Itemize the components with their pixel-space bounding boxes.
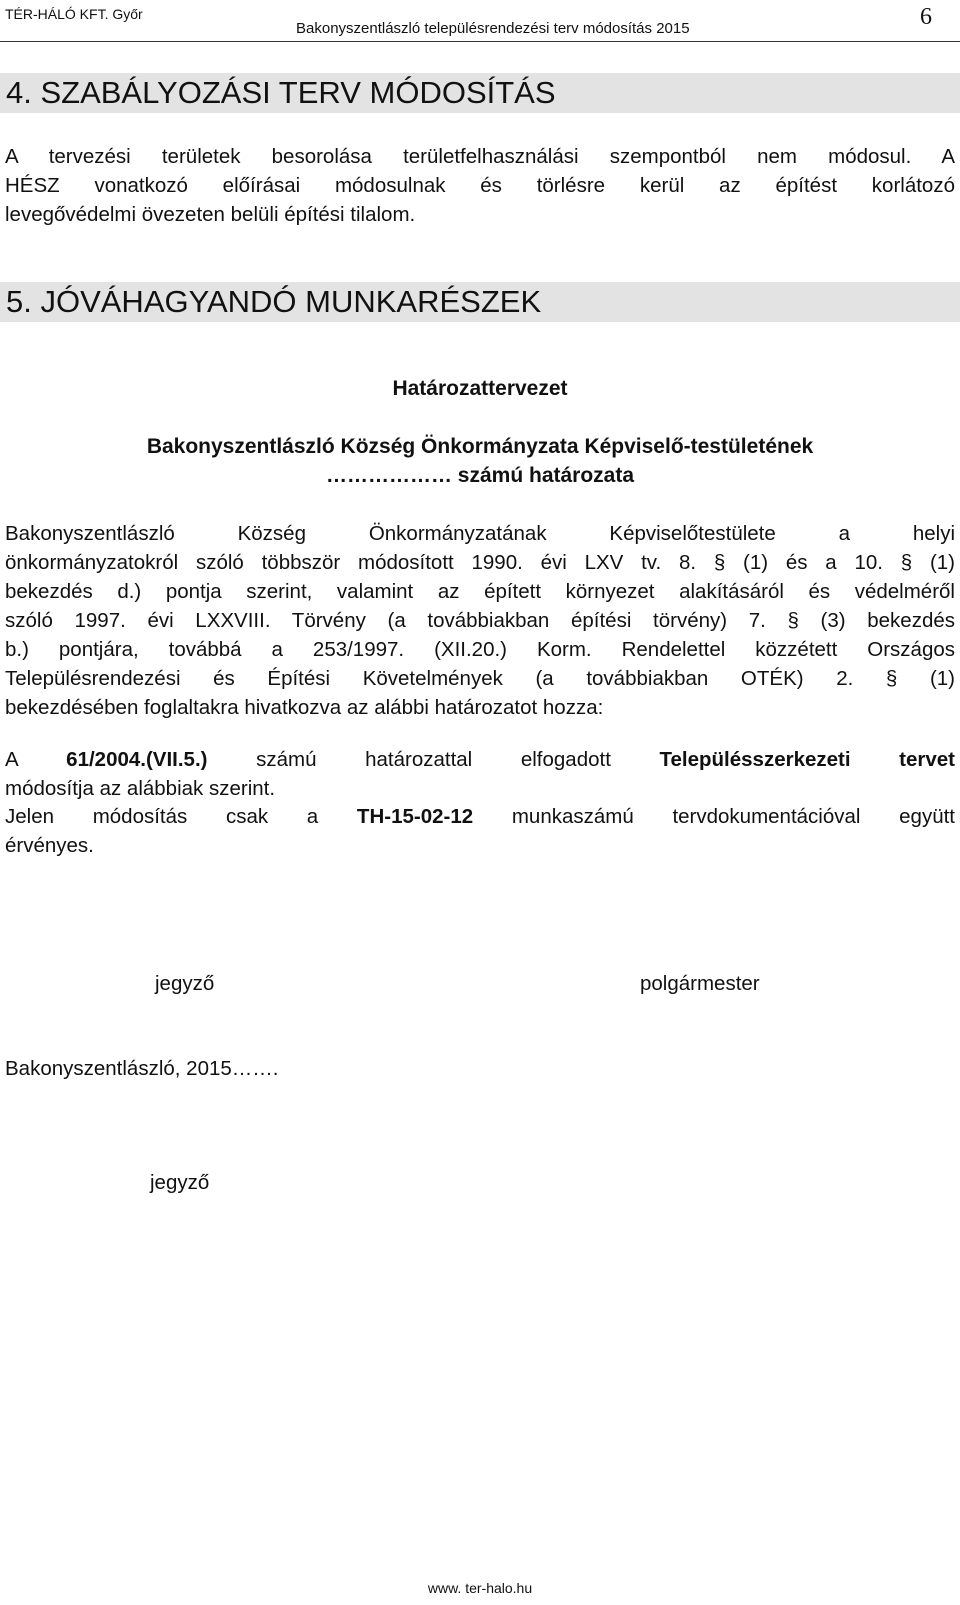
signature-mayor: polgármester bbox=[640, 972, 760, 995]
section-4-paragraph bbox=[5, 142, 955, 229]
paragraph-line: szóló 1997. évi LXXVIII. Törvény (a továbbiakban építési törvény) 7. § (3) bekezdés bbox=[5, 609, 955, 632]
section-4-title: 4. SZABÁLYOZÁSI TERV MÓDOSÍTÁS bbox=[6, 75, 556, 110]
paragraph-line: bekezdés d.) pontja szerint, valamint az épített környezet alakításáról és védelméről bbox=[5, 580, 955, 603]
decision-line-2: módosítja az alábbiak szerint. bbox=[5, 777, 276, 800]
paragraph-line: Településrendezési és Építési Követelmények (a továbbiakban OTÉK) 2. § (1) bbox=[5, 667, 955, 690]
scope-line-2: érvényes. bbox=[5, 834, 94, 857]
paragraph-line: A tervezési területek besorolása területfelhasználási szempontból nem módosul. A bbox=[5, 145, 955, 168]
place-date: Bakonyszentlászló, 2015……. bbox=[5, 1057, 279, 1080]
decision-line bbox=[5, 745, 955, 774]
council-title: Bakonyszentlászló Község Önkormányzata Képviselő-testületének bbox=[146, 435, 814, 458]
decision-paragraph bbox=[5, 745, 955, 803]
decision-prefix: A bbox=[5, 748, 18, 771]
signature-notary-bottom: jegyző bbox=[150, 1171, 210, 1194]
paragraph-line: b.) pontjára, továbbá a 253/1997. (XII.20.) Korm. Rendelettel közzétett Országos bbox=[5, 638, 955, 661]
paragraph-line: HÉSZ vonatkozó előírásai módosulnak és törlésre kerül az építést korlátozó bbox=[5, 174, 955, 197]
resolution-number-line: ……………… számú határozata bbox=[325, 464, 635, 487]
scope-prefix: Jelen módosítás csak a bbox=[5, 805, 319, 828]
scope-paragraph bbox=[5, 802, 955, 860]
section-5-title: 5. JÓVÁHAGYANDÓ MUNKARÉSZEK bbox=[6, 284, 542, 319]
scope-suffix: munkaszámú tervdokumentációval együtt bbox=[511, 805, 955, 828]
page-number: 6 bbox=[920, 4, 932, 30]
header-divider bbox=[0, 41, 960, 42]
footer-website: www. ter-halo.hu bbox=[427, 1580, 533, 1596]
paragraph-line: bekezdésében foglaltakra hivatkozva az alábbi határozatot hozza: bbox=[5, 696, 604, 719]
work-number: TH-15-02-12 bbox=[356, 805, 474, 828]
document-title: Bakonyszentlászló településrendezési terv módosítás 2015 bbox=[296, 20, 690, 37]
resolution-reference: 61/2004.(VII.5.) bbox=[66, 748, 208, 771]
paragraph-line: önkormányzatokról szóló többször módosított 1990. évi LXV tv. 8. § (1) és a 10. § (1) bbox=[5, 551, 955, 574]
draft-label: Határozattervezet bbox=[392, 377, 568, 400]
paragraph-line: Bakonyszentlászló Község Önkormányzatának Képviselőtestülete a helyi bbox=[5, 522, 955, 545]
signature-notary: jegyző bbox=[155, 972, 215, 995]
scope-line bbox=[5, 802, 955, 831]
resolution-body bbox=[5, 519, 955, 722]
plan-name: Településszerkezeti tervet bbox=[659, 748, 956, 771]
company-name: TÉR-HÁLÓ KFT. Győr bbox=[5, 6, 143, 22]
paragraph-line: levegővédelmi övezeten belüli építési tilalom. bbox=[5, 203, 416, 226]
decision-middle: számú határozattal elfogadott bbox=[256, 748, 611, 771]
